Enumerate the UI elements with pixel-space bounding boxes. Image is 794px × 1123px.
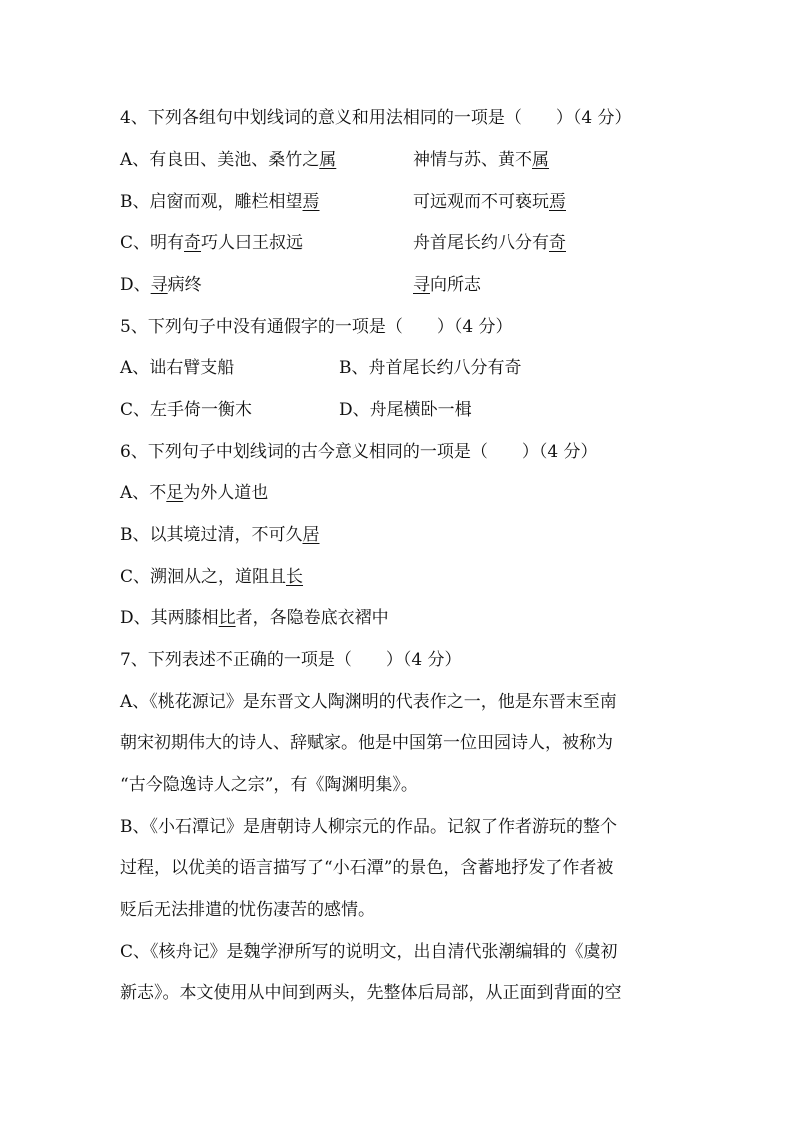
q6-option-c: C、溯洄从之，道阻且长 (120, 567, 304, 587)
underlined-word: 寻 (150, 275, 168, 295)
underlined-word: 足 (166, 483, 184, 503)
q4-option-b-left: B、启窗而观，雕栏相望焉 (120, 192, 320, 212)
q5-option-c: C、左手倚一衡木 (120, 400, 253, 420)
q7-option-b-line: 过程，以优美的语言描写了“小石潭”的景色，含蓄地抒发了作者被 (120, 858, 614, 878)
underlined-word: 焉 (302, 192, 320, 212)
q4-option-d-right: 寻向所志 (413, 275, 481, 295)
underlined-word: 居 (302, 525, 320, 545)
q5-option-a: A、诎右臂支船 (120, 358, 235, 378)
q4-stem: 4、下列各组句中划线词的意义和用法相同的一项是（ ）（4 分） (120, 108, 632, 128)
underlined-word: 属 (319, 150, 337, 170)
q7-option-a-line: “古今隐逸诗人之宗”，有《陶渊明集》。 (120, 775, 418, 795)
q6-option-b: B、以其境过清，不可久居 (120, 525, 320, 545)
underlined-word: 寻 (413, 275, 430, 295)
underlined-word: 比 (218, 608, 236, 628)
q4-option-a-left: A、有良田、美池、桑竹之属 (120, 150, 337, 170)
q6-option-a: A、不足为外人道也 (120, 483, 269, 503)
q7-option-c-line: 新志》。本文使用从中间到两头，先整体后局部，从正面到背面的空 (120, 983, 622, 1003)
q6-option-d: D、其两膝相比者，各隐卷底衣褶中 (120, 608, 389, 628)
q6-stem: 6、下列句子中划线词的古今意义相同的一项是（ ）（4 分） (120, 442, 598, 462)
q5-stem: 5、下列句子中没有通假字的一项是（ ）（4 分） (120, 317, 513, 337)
q4-option-c-left: C、明有奇巧人曰王叔远 (120, 233, 304, 253)
q4-option-d-left: D、寻病终 (120, 275, 202, 295)
q5-option-d: D、舟尾横卧一楫 (339, 400, 472, 420)
q7-option-b-line: B、《小石潭记》是唐朝诗人柳宗元的作品。记叙了作者游玩的整个 (120, 817, 617, 837)
q7-option-b-line: 贬后无法排遣的忧伤凄苦的感情。 (120, 900, 375, 920)
q7-option-a-line: 朝宋初期伟大的诗人、辞赋家。他是中国第一位田园诗人，被称为 (120, 733, 613, 753)
q7-option-a-line: A、《桃花源记》是东晋文人陶渊明的代表作之一，他是东晋末至南 (120, 692, 617, 712)
q4-option-a-right: 神情与苏、黄不属 (413, 150, 549, 170)
q4-option-c-right: 舟首尾长约八分有奇 (413, 233, 566, 253)
underlined-word: 奇 (549, 233, 566, 253)
q5-option-b: B、舟首尾长约八分有奇 (339, 358, 522, 378)
underlined-word: 长 (286, 567, 304, 587)
underlined-word: 属 (532, 150, 549, 170)
q7-option-c-line: C、《核舟记》是魏学洢所写的说明文，出自清代张潮编辑的《虞初 (120, 942, 618, 962)
q4-option-b-right: 可远观而不可亵玩焉 (413, 192, 566, 212)
q7-stem: 7、下列表述不正确的一项是（ ）（4 分） (120, 650, 462, 670)
underlined-word: 焉 (549, 192, 566, 212)
underlined-word: 奇 (184, 233, 202, 253)
